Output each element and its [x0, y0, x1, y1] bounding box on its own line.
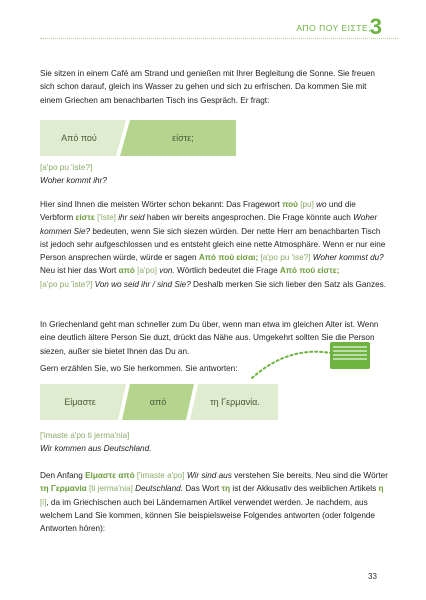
grammar-paragraph — [40, 469, 390, 535]
audio-track-icon — [330, 342, 370, 369]
chapter-header — [0, 0, 426, 56]
explanation-paragraph — [40, 198, 390, 291]
chip-eimaste: Είμαστε — [64, 397, 96, 407]
header-divider — [40, 38, 398, 39]
dialogue2-notes — [40, 430, 151, 455]
chip-apo: από — [149, 397, 167, 407]
intro-text: Sie sitzen in einem Café am Strand und genießen mit Ihrer Begleitung die Sonne. Sie freuen sich schon darauf, gleich ins Wasser zu gehen und sich zu erfrischen. Da kommen Sie mit einem Griechen am benachbarten Tisch ins Gespräch. Er fragt: — [40, 69, 375, 105]
dialogue1-chips — [40, 120, 236, 156]
dialogue1-notes — [40, 162, 107, 187]
dotted-arrow — [250, 340, 340, 380]
chapter-number: 3 — [369, 14, 382, 39]
informal-text: In Griechenland geht man schneller zum Du über, wenn man etwa im gleichen Alter ist. Wenn eine deutlich ältere Person Sie duzt, drückt das Nähe aus. Umgekehrt sollten Sie die Person siezen, außer sie bietet Ihnen das Du an. — [40, 320, 379, 356]
page-number: 33 — [368, 572, 377, 581]
dialogue1-phonetic: [a'po pu 'iste?] — [40, 163, 93, 172]
dialogue1-translation: Woher kommt ihr? — [40, 175, 107, 185]
intro-paragraph — [40, 67, 390, 107]
chip-eiste: είστε; — [172, 133, 194, 143]
dialogue2-chips — [40, 384, 278, 420]
explanation-text: Hier sind Ihnen die meisten Wörter schon bekannt: Das Fragewort πού [pu] wo und die Verbform είστε ['iste] ihr seid haben wir bereits angesprochen. Die Frage könnte auch Woher kommen Sie? bedeuten, wenn Sie sich siezen würden. Der nette Herr am benachbarten Tisch ist jedoch sehr aufgeschlossen und es entsteht gleich eine nette Atmosphäre. Wenn er nur eine Person ansprechen würde, würde er sagen Από πού είσαι; [a'po pu 'ise?] Woher kommst du? Neu ist hier das Wort από [a'po] von. Wörtlich bedeutet die Frage Από πού είστε; [a'po pu 'iste?] Von wo seid ihr / sind Sie? Deshalb merken Sie sich lieber den Satz als Ganzes. — [40, 200, 386, 289]
grammar-text: Den Anfang Είμαστε από ['imaste a'po] Wir sind aus verstehen Sie bereits. Neu sind die Wörter τη Γερμανία [ti jerma'nia] Deutschland. Das Wort τη ist der Akkusativ des weiblichen Artikels η [i], da im Griechischen auch bei Ländernamen Artikel verwendet werden. Je nachdem, aus welchem Land Sie kommen, können Sie beispielsweise Folgendes antworten (oder folgende Antworten hören): — [40, 471, 388, 534]
answer-intro-text: Gern erzählen Sie, wo Sie herkommen. Sie antworten: — [40, 364, 238, 373]
dialogue2-translation: Wir kommen aus Deutschland. — [40, 443, 152, 453]
chip-ti-germania: τη Γερμανία. — [210, 397, 260, 407]
chapter-title: ΑΠΟ ΠΟΥ ΕΙΣΤΕ; — [296, 23, 371, 33]
chip-apo-pou: Από πού — [61, 133, 97, 143]
dialogue2-phonetic: ['imaste a'po ti jerma'nia] — [40, 431, 130, 440]
